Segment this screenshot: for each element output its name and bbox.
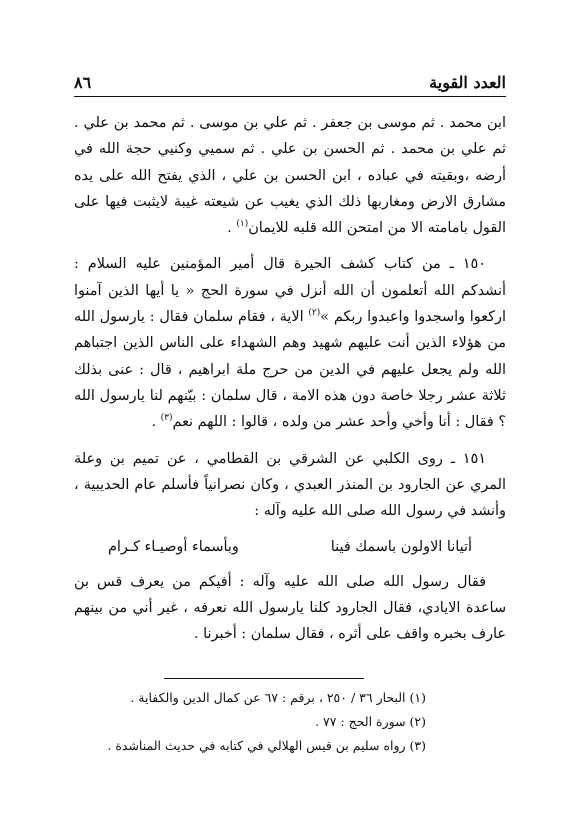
book-title: العدد القوية: [429, 73, 506, 92]
footnote-ref: (١): [236, 219, 249, 230]
footnote-rule: [164, 678, 364, 679]
paragraph-150: [74, 251, 506, 435]
paragraph-text: ١٥١ ـ روى الكلبي عن الشرقي بن القطامي ، عن تميم بن وعلة المري عن الجارود بن المنذر العبدي ، وكان نصرانياً فأسلم عام الحديبية ، وأنشد في رسول الله صلى الله عليه وآله :: [74, 450, 506, 520]
paragraph-continuation: [74, 569, 506, 648]
paragraph-151: [74, 446, 506, 525]
paragraph-text: فقال رسول الله صلى الله عليه وآله : أفيكم من يعرف قس بن ساعدة الايادي، فقال الجارود كلنا يارسول الله نعرفه ، غير أني من بينهم عارف بخبره واقف على أثره ، فقال سلمان : أخبرنا .: [74, 573, 506, 643]
poem-hemistich-left: وبأسماء أوصيـاء كـرام: [108, 539, 239, 556]
header-rule: [74, 96, 506, 97]
footnote-2: (٢) سورة الحج : ٧٧ .: [315, 714, 426, 729]
footnotes: [74, 686, 506, 758]
poem-hemistich-right: أتيانا الاولون باسمك فينا: [330, 539, 472, 556]
running-head: [74, 66, 506, 92]
footnote-1: (١) البحار ٣٦ / ٢٥٠ ، برقم : ٦٧ عن كمال الدين والكفاية .: [130, 690, 426, 705]
paragraph-text: ١٥٠ ـ من كتاب كشف الحيرة قال أمير المؤمنين عليه السلام : أنشدكم الله أتعلمون أن الله أنزل في سورة الحج « يا أيها الذين آمنوا اركعوا واسجدوا واعبدوا ربكم »: [74, 256, 506, 326]
paragraph-end: .: [151, 414, 161, 431]
paragraph-text: الاية ، فقام سلمان فقال : يارسول الله من هؤلاء الذين أنت عليهم شهيد وهم الشهداء على الناس الذين اجتباهم الله ولم يجعل عليهم في الدين من حرج ملة ابراهيم ، قال : عنى بذلك ثلاثة عشر رجلا خاصة دون هذه الامة ، قال سلمان : بيّنهم لنا يارسول الله ؟ فقال : أنا وأخي وأحد عشر من ولده ، قالوا : اللهم نعم: [74, 309, 506, 431]
page-number: ٨٦: [74, 73, 92, 92]
footnote-3: (٣) رواه سليم بن قيس الهلالي في كتابه في حديث المناشدة .: [107, 738, 426, 753]
poem-verse: [108, 534, 472, 560]
footnote-ref: (٣): [160, 413, 173, 424]
paragraph-text: ابن محمد . ثم موسى بن جعفر . ثم علي بن موسى . ثم محمد بن علي . ثم علي بن محمد . ثم الحسن بن علي . ثم سميي وكنيي حجة الله في أرضه ،وبقيته في عباده ، ابن الحسن بن علي ، الذي يفتح الله على يده مشارق الارض ومغاربها ذلك الذي يغيب عن شيعته غيبة لايثبت فيها على القول بامامته الا من امتحن الله قلبه للايمان: [74, 115, 506, 237]
footnote-ref: (٢): [308, 308, 321, 319]
book-page: [74, 54, 506, 794]
paragraph-end: .: [227, 220, 237, 237]
paragraph-continued: [74, 110, 506, 241]
body-text: [74, 110, 506, 658]
